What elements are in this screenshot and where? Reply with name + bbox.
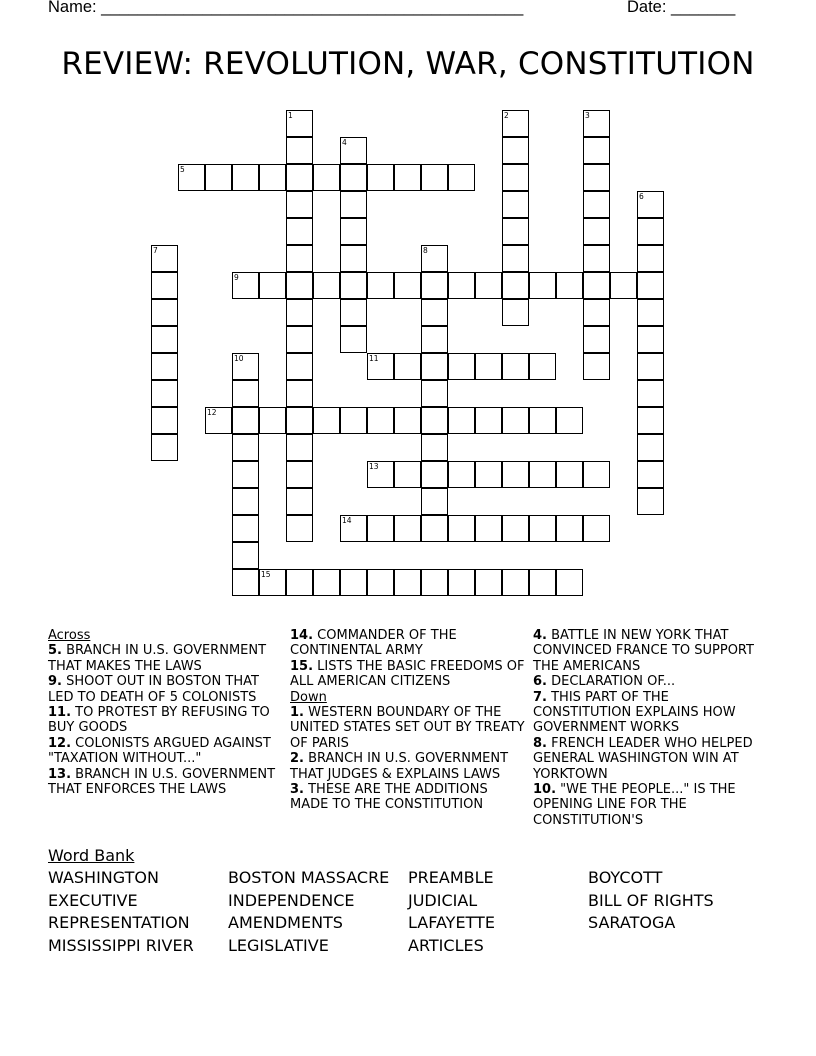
crossword-cell[interactable] — [583, 164, 610, 191]
crossword-cell[interactable] — [583, 191, 610, 218]
crossword-cell[interactable] — [286, 137, 313, 164]
crossword-cell[interactable] — [232, 164, 259, 191]
crossword-cell[interactable] — [259, 164, 286, 191]
crossword-cell[interactable] — [286, 488, 313, 515]
down-clue — [533, 782, 768, 828]
name-field[interactable]: Name: ______________________________________________ — [48, 0, 524, 16]
word-bank-item: EXECUTIVE — [48, 890, 138, 910]
clue-number-label: 7. — [533, 689, 547, 705]
crossword-cell[interactable] — [394, 569, 421, 596]
down-clue — [290, 751, 525, 782]
crossword-cell[interactable] — [286, 272, 313, 299]
crossword-cell[interactable] — [448, 272, 475, 299]
clues-column-1 — [48, 628, 283, 797]
crossword-cell[interactable] — [475, 461, 502, 488]
down-clue — [290, 782, 525, 813]
down-clue — [533, 690, 768, 736]
clue-number-label: 11. — [48, 705, 72, 721]
clue-text: LISTS THE BASIC FREEDOMS OF ALL AMERICAN CITIZENS — [290, 658, 525, 690]
crossword-cell[interactable] — [151, 326, 178, 353]
crossword-cell[interactable] — [610, 272, 637, 299]
crossword-cell[interactable] — [556, 461, 583, 488]
clue-number: 14 — [342, 515, 352, 525]
page-title: REVIEW: REVOLUTION, WAR, CONSTITUTION — [61, 46, 755, 82]
crossword-cell[interactable] — [340, 407, 367, 434]
clue-number: 1 — [288, 110, 293, 120]
crossword-cell[interactable] — [583, 353, 610, 380]
word-bank-item: BOSTON MASSACRE — [228, 868, 390, 887]
crossword-cell[interactable] — [421, 353, 448, 380]
clue-text: FRENCH LEADER WHO HELPED GENERAL WASHINGTON WIN AT YORKTOWN — [533, 735, 753, 782]
clue-number: 11 — [369, 353, 379, 363]
crossword-cell[interactable] — [583, 137, 610, 164]
crossword-cell[interactable] — [340, 569, 367, 596]
crossword-cell[interactable] — [583, 326, 610, 353]
clue-number-label: 2. — [290, 751, 304, 767]
clue-text: BRANCH IN U.S. GOVERNMENT THAT ENFORCES THE LAWS — [48, 766, 276, 798]
crossword-cell[interactable] — [151, 272, 178, 299]
crossword-cell[interactable] — [421, 164, 448, 191]
crossword-cell[interactable] — [637, 407, 664, 434]
crossword-cell[interactable] — [313, 407, 340, 434]
crossword-cell[interactable] — [475, 407, 502, 434]
word-bank-item: REPRESENTATION — [48, 913, 190, 933]
word-bank-item: PREAMBLE — [408, 868, 494, 887]
clue-number-label: 3. — [290, 782, 304, 798]
crossword-cell[interactable] — [286, 326, 313, 353]
word-bank-title: Word Bank — [48, 846, 135, 865]
clue-number-label: 13. — [48, 766, 72, 782]
clue-number-label: 14. — [290, 628, 314, 643]
crossword-cell[interactable] — [502, 272, 529, 299]
crossword-cell[interactable] — [502, 569, 529, 596]
crossword-cell[interactable] — [448, 461, 475, 488]
crossword-cell[interactable] — [637, 461, 664, 488]
word-bank-item: MISSISSIPPI RIVER — [48, 935, 194, 955]
crossword-cell[interactable] — [556, 569, 583, 596]
crossword-cell[interactable] — [286, 569, 313, 596]
clue-text: COLONISTS ARGUED AGAINST "TAXATION WITHOUT..." — [48, 735, 271, 767]
clue-number-label: 1. — [290, 705, 304, 721]
crossword-cell[interactable] — [259, 272, 286, 299]
clue-number: 4 — [342, 137, 347, 147]
word-bank-item: BOYCOTT — [588, 868, 663, 887]
crossword-cell[interactable] — [259, 407, 286, 434]
clue-number-label: 15. — [290, 658, 314, 674]
down-clue — [533, 628, 768, 674]
crossword-cell[interactable] — [232, 488, 259, 515]
clue-number: 12 — [207, 407, 217, 417]
crossword-cell[interactable] — [340, 164, 367, 191]
crossword-cell[interactable] — [232, 569, 259, 596]
crossword-cell[interactable] — [637, 434, 664, 461]
crossword-cell[interactable] — [286, 353, 313, 380]
crossword-cell[interactable] — [286, 299, 313, 326]
clue-text: COMMANDER OF THE CONTINENTAL ARMY — [290, 628, 457, 659]
crossword-cell[interactable] — [637, 218, 664, 245]
crossword-cell[interactable] — [286, 380, 313, 407]
crossword-cell[interactable] — [151, 380, 178, 407]
crossword-cell[interactable] — [421, 434, 448, 461]
crossword-cell[interactable] — [286, 407, 313, 434]
down-heading: Down — [290, 689, 327, 705]
crossword-cell[interactable] — [502, 218, 529, 245]
crossword-cell[interactable] — [205, 164, 232, 191]
crossword-cell[interactable] — [421, 299, 448, 326]
clue-number: 2 — [504, 110, 509, 120]
crossword-cell[interactable] — [583, 245, 610, 272]
crossword-cell[interactable] — [637, 353, 664, 380]
crossword-cell[interactable] — [394, 461, 421, 488]
crossword-cell[interactable] — [637, 272, 664, 299]
crossword-cell[interactable] — [394, 515, 421, 542]
crossword-cell[interactable] — [232, 407, 259, 434]
crossword-cell[interactable] — [556, 515, 583, 542]
down-clue — [290, 705, 525, 751]
crossword-cell[interactable] — [583, 299, 610, 326]
crossword-cell[interactable] — [340, 299, 367, 326]
crossword-cell[interactable] — [367, 515, 394, 542]
clue-text: SHOOT OUT IN BOSTON THAT LED TO DEATH OF 5 COLONISTS — [48, 674, 259, 705]
crossword-cell[interactable] — [475, 569, 502, 596]
crossword-cell[interactable] — [583, 272, 610, 299]
crossword-cell[interactable] — [232, 542, 259, 569]
crossword-cell[interactable] — [232, 380, 259, 407]
crossword-cell[interactable] — [583, 218, 610, 245]
crossword-cell[interactable] — [502, 137, 529, 164]
crossword-cell[interactable] — [286, 218, 313, 245]
crossword-cell[interactable] — [340, 245, 367, 272]
across-clue — [290, 659, 525, 690]
clue-number-label: 10. — [533, 782, 557, 798]
crossword-cell[interactable] — [637, 326, 664, 353]
crossword-cell[interactable] — [313, 569, 340, 596]
word-bank-item: BILL OF RIGHTS — [588, 890, 714, 910]
crossword-cell[interactable] — [448, 569, 475, 596]
clue-number-label: 6. — [533, 674, 547, 690]
crossword-cell[interactable] — [151, 299, 178, 326]
crossword-cell[interactable] — [340, 272, 367, 299]
word-bank-item: SARATOGA — [588, 913, 676, 933]
crossword-cell[interactable] — [394, 272, 421, 299]
crossword-cell[interactable] — [421, 380, 448, 407]
clue-text: THESE ARE THE ADDITIONS MADE TO THE CONSTITUTION — [290, 782, 488, 813]
word-bank-item: AMENDMENTS — [228, 913, 343, 933]
crossword-cell[interactable] — [232, 515, 259, 542]
clues-column-3 — [533, 628, 768, 828]
date-field[interactable]: Date: _______ — [627, 0, 736, 16]
word-bank-item: JUDICIAL — [408, 890, 478, 910]
crossword-cell[interactable] — [421, 488, 448, 515]
word-bank-item: LEGISLATIVE — [228, 935, 329, 955]
crossword-cell[interactable] — [448, 164, 475, 191]
clue-number: 13 — [369, 461, 379, 471]
word-bank-item: LAFAYETTE — [408, 913, 495, 933]
crossword-cell[interactable] — [394, 353, 421, 380]
crossword-cell[interactable] — [151, 434, 178, 461]
clue-number-label: 5. — [48, 643, 62, 659]
crossword-cell[interactable] — [475, 515, 502, 542]
down-clue — [533, 674, 768, 689]
crossword-cell[interactable] — [394, 164, 421, 191]
clue-number: 5 — [180, 164, 185, 174]
clue-text: BATTLE IN NEW YORK THAT CONVINCED FRANCE TO SUPPORT THE AMERICANS — [533, 628, 754, 674]
clue-number: 15 — [261, 569, 271, 579]
clue-number-label: 9. — [48, 674, 62, 690]
crossword-cell[interactable] — [637, 380, 664, 407]
crossword-cell[interactable] — [394, 407, 421, 434]
across-clue — [48, 767, 283, 798]
crossword-cell[interactable] — [286, 515, 313, 542]
crossword-cell[interactable] — [313, 272, 340, 299]
clue-text: BRANCH IN U.S. GOVERNMENT THAT MAKES THE LAWS — [48, 643, 267, 674]
down-clue — [533, 736, 768, 782]
clue-number: 6 — [639, 191, 644, 201]
crossword-cell[interactable] — [286, 191, 313, 218]
across-clue — [48, 705, 283, 736]
clue-number: 3 — [585, 110, 590, 120]
crossword-cell[interactable] — [421, 272, 448, 299]
crossword-cell[interactable] — [151, 353, 178, 380]
clue-number-label: 4. — [533, 628, 547, 643]
clue-text: "WE THE PEOPLE..." IS THE OPENING LINE FOR THE CONSTITUTION'S — [533, 782, 736, 828]
crossword-cell[interactable] — [421, 515, 448, 542]
crossword-cell[interactable] — [637, 245, 664, 272]
clue-number-label: 12. — [48, 735, 72, 751]
crossword-cell[interactable] — [529, 569, 556, 596]
crossword-cell[interactable] — [232, 434, 259, 461]
clues-column-2 — [290, 628, 525, 813]
clue-number: 10 — [234, 353, 244, 363]
clue-number-label: 8. — [533, 735, 547, 751]
clue-text: THIS PART OF THE CONSTITUTION EXPLAINS HOW GOVERNMENT WORKS — [533, 689, 736, 736]
clue-number: 8 — [423, 245, 428, 255]
crossword-cell[interactable] — [556, 407, 583, 434]
crossword-cell[interactable] — [502, 515, 529, 542]
crossword-cell[interactable] — [367, 272, 394, 299]
crossword-cell[interactable] — [502, 245, 529, 272]
across-clue — [48, 736, 283, 767]
crossword-cell[interactable] — [286, 434, 313, 461]
crossword-cell[interactable] — [637, 299, 664, 326]
crossword-cell[interactable] — [529, 272, 556, 299]
crossword-cell[interactable] — [313, 164, 340, 191]
crossword-cell[interactable] — [583, 515, 610, 542]
crossword-cell[interactable] — [448, 407, 475, 434]
crossword-cell[interactable] — [367, 407, 394, 434]
across-clue — [48, 643, 283, 674]
crossword-cell[interactable] — [367, 569, 394, 596]
crossword-cell[interactable] — [529, 353, 556, 380]
clue-number: 9 — [234, 272, 239, 282]
clue-number: 7 — [153, 245, 158, 255]
word-bank-item: ARTICLES — [408, 935, 484, 955]
crossword-cell[interactable] — [340, 191, 367, 218]
crossword-cell[interactable] — [475, 272, 502, 299]
clue-text: DECLARATION OF... — [546, 674, 676, 690]
crossword-cell[interactable] — [286, 461, 313, 488]
crossword-cell[interactable] — [502, 461, 529, 488]
crossword-cell[interactable] — [529, 461, 556, 488]
crossword-cell[interactable] — [232, 461, 259, 488]
crossword-cell[interactable] — [340, 326, 367, 353]
crossword-cell[interactable] — [448, 515, 475, 542]
clue-text: BRANCH IN U.S. GOVERNMENT THAT JUDGES & EXPLAINS LAWS — [290, 751, 509, 782]
crossword-cell[interactable] — [502, 164, 529, 191]
crossword-cell[interactable] — [583, 461, 610, 488]
crossword-cell[interactable] — [529, 407, 556, 434]
across-heading: Across — [48, 628, 91, 643]
crossword-cell[interactable] — [421, 461, 448, 488]
clue-text: TO PROTEST BY REFUSING TO BUY GOODS — [48, 705, 270, 736]
across-clue — [290, 628, 525, 659]
crossword-cell[interactable] — [502, 299, 529, 326]
crossword-cell[interactable] — [367, 164, 394, 191]
word-bank-item: WASHINGTON — [48, 868, 159, 887]
crossword-cell[interactable] — [286, 164, 313, 191]
crossword-cell[interactable] — [448, 353, 475, 380]
crossword-cell[interactable] — [502, 407, 529, 434]
crossword-cell[interactable] — [556, 272, 583, 299]
crossword-cell[interactable] — [502, 191, 529, 218]
crossword-cell[interactable] — [340, 218, 367, 245]
crossword-cell[interactable] — [502, 353, 529, 380]
word-bank-item: INDEPENDENCE — [228, 890, 355, 910]
crossword-cell[interactable] — [529, 515, 556, 542]
crossword-cell[interactable] — [421, 407, 448, 434]
across-clue — [48, 674, 283, 705]
crossword-cell[interactable] — [421, 569, 448, 596]
crossword-cell[interactable] — [475, 353, 502, 380]
crossword-cell[interactable] — [286, 245, 313, 272]
crossword-cell[interactable] — [421, 326, 448, 353]
crossword-cell[interactable] — [151, 407, 178, 434]
crossword-cell[interactable] — [637, 488, 664, 515]
clue-text: WESTERN BOUNDARY OF THE UNITED STATES SET OUT BY TREATY OF PARIS — [290, 705, 525, 751]
